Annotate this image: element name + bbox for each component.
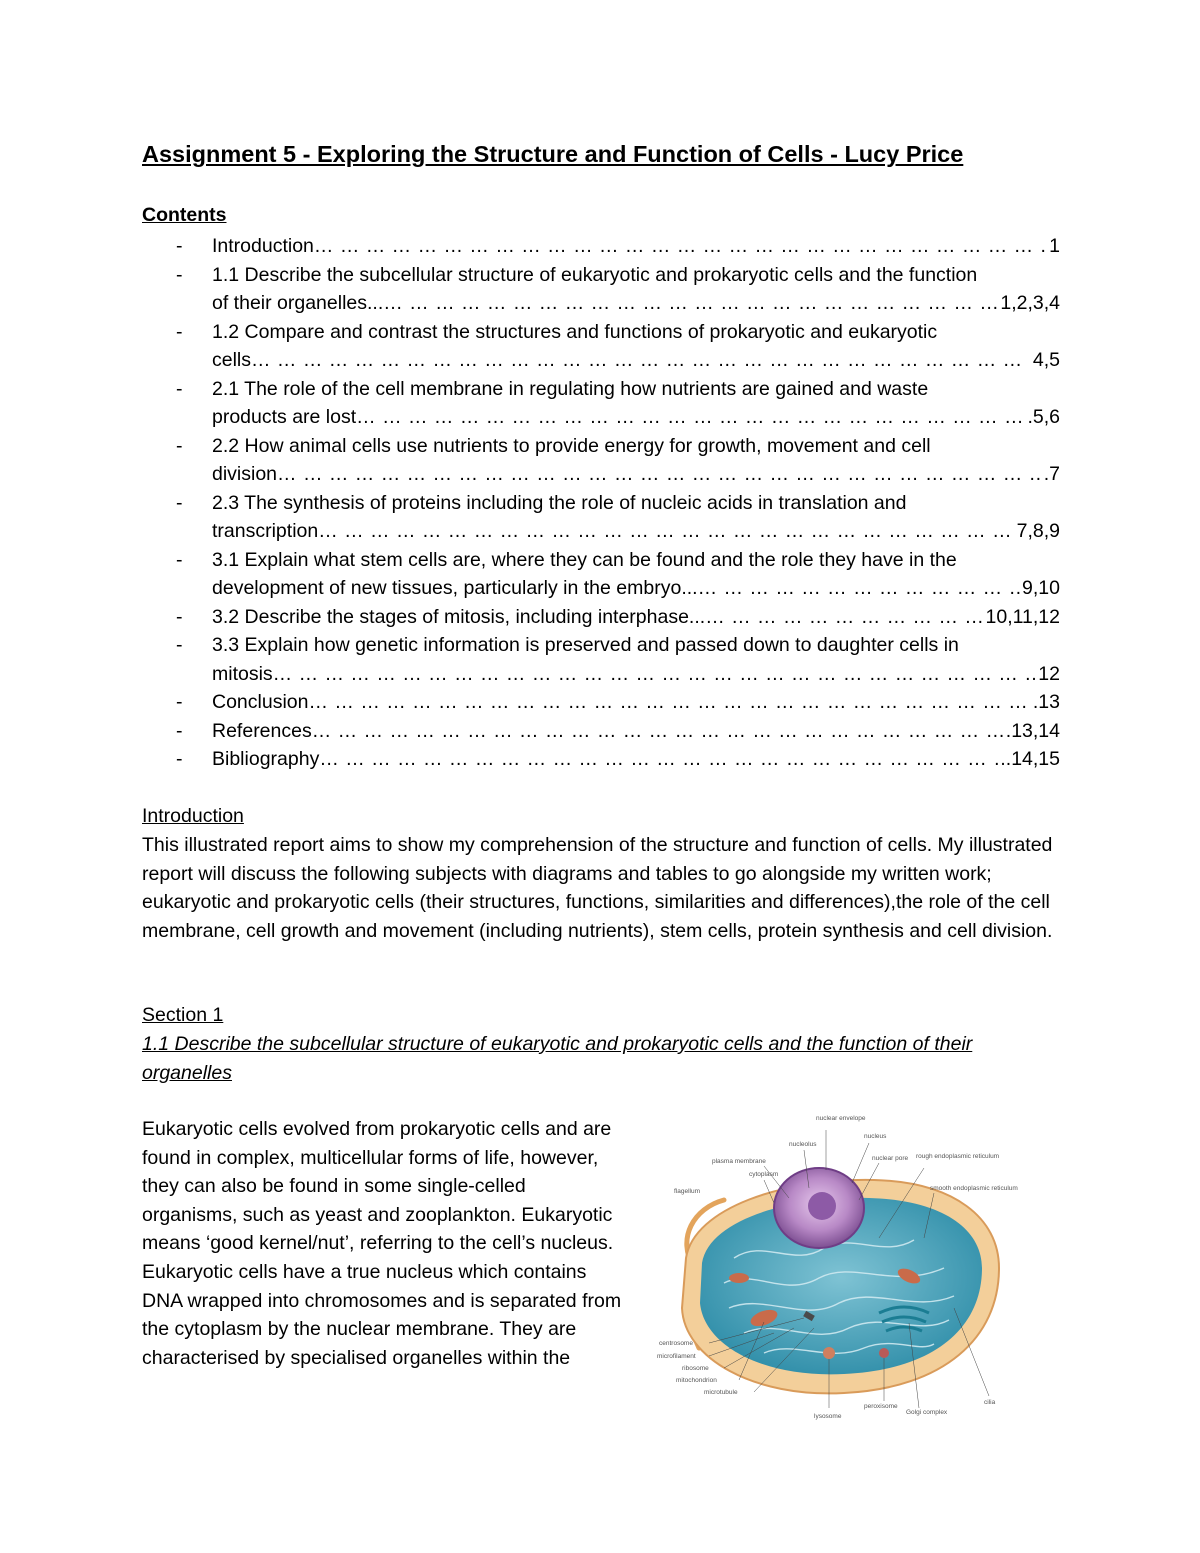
label-plasma-membrane: plasma membrane: [712, 1158, 766, 1165]
toc-entry-title: transcription: [212, 520, 319, 542]
eukaryotic-cell-diagram: [654, 1108, 1024, 1423]
toc-dot-leader: [314, 232, 1047, 261]
toc-entry-leader-line: [212, 745, 1060, 774]
toc-dot-leader: [318, 517, 1014, 546]
label-cilia: cilia: [984, 1399, 996, 1406]
toc-entry[interactable]: [176, 603, 1060, 632]
toc-dot-leader: [319, 745, 1003, 774]
lysosome: [823, 1347, 835, 1359]
contents-heading: Contents: [142, 204, 227, 226]
label-nuclear-envelope: nuclear envelope: [816, 1115, 866, 1122]
toc-entry-text: 1.2 Compare and contrast the structures and functions of prokaryotic and eukaryotic: [212, 320, 938, 343]
toc-bullet: -: [176, 691, 183, 713]
toc-bullet: -: [176, 377, 183, 400]
toc-dot-leader: [277, 460, 1042, 489]
toc-entry-leader-line: [212, 346, 1060, 375]
toc-entry-leader-line: [212, 574, 1060, 603]
toc-entry-leader-line: [212, 688, 1060, 717]
toc-entry[interactable]: [176, 232, 1060, 261]
toc-entry-text: 2.3 The synthesis of proteins including the role of nucleic acids in translation and: [212, 491, 907, 514]
nucleolus: [808, 1192, 836, 1220]
label-centrosome: centrosome: [659, 1340, 693, 1347]
toc-entry[interactable]: [176, 432, 1060, 489]
toc-entry-pages: 10,11,12: [985, 605, 1060, 628]
toc-entry-title: References: [212, 719, 312, 742]
toc-entry-leader-line: [212, 603, 1060, 632]
label-rough-er: rough endoplasmic reticulum: [916, 1153, 1000, 1160]
table-of-contents: [176, 232, 1060, 774]
toc-bullet: -: [176, 748, 183, 770]
toc-entry-leader-line: [212, 289, 1060, 318]
toc-entry[interactable]: [176, 717, 1060, 746]
toc-dot-leader: [308, 688, 1030, 717]
toc-entry-text: 3.3 Explain how genetic information is preserved and passed down to daughter cells in: [212, 634, 959, 656]
label-nucleolus: nucleolus: [789, 1141, 817, 1148]
label-lysosome: lysosome: [814, 1413, 842, 1420]
toc-bullet: -: [176, 491, 183, 514]
toc-entry-pages: 4,5: [1032, 349, 1060, 371]
label-ribosome: ribosome: [682, 1365, 709, 1372]
toc-entry-leader-line: [212, 517, 1060, 546]
toc-entry-title: cells: [212, 349, 252, 371]
toc-entry-title: division: [212, 463, 278, 485]
toc-entry-leader-line: [212, 232, 1060, 261]
label-mitochondrion: mitochondrion: [676, 1377, 717, 1384]
section-1-subheading: 1.1 Describe the subcellular structure of eukaryotic and prokaryotic cells and the function of their organelles: [142, 1033, 973, 1084]
label-peroxisome: peroxisome: [864, 1403, 898, 1410]
label-cytoplasm: cytoplasm: [749, 1171, 779, 1178]
toc-entry[interactable]: [176, 745, 1060, 774]
toc-entry-leader-line: [212, 460, 1060, 489]
toc-bullet: -: [176, 263, 183, 286]
toc-entry-pages: 1,2,3,4: [1000, 292, 1060, 314]
toc-entry[interactable]: [176, 546, 1060, 603]
eukaryotic-cell-paragraph: Eukaryotic cells evolved from prokaryotic cells and are found in complex, multicellular forms of life, however, they can also be found in some single-celled organisms, such as yeast and zooplankton. Eukaryotic means ‘good kernel/nut’, referring to the cell’s nucleus. Eukaryotic cells have a true nucleus which contains DNA wrapped into chromosomes and is separated from the cytoplasm by the nuclear membrane. They are characterised by specialised organelles within the: [142, 1118, 622, 1369]
toc-bullet: -: [176, 548, 183, 571]
toc-dot-leader: [251, 346, 1031, 375]
toc-entry-pages: .14,15: [1005, 748, 1060, 770]
toc-entry-title: Bibliography: [212, 748, 320, 770]
toc-entry[interactable]: [176, 489, 1060, 546]
toc-entry-title: Conclusion: [212, 691, 309, 713]
peroxisome: [879, 1348, 889, 1358]
toc-entry-title: development of new tissues, particularly in the embryo...: [212, 577, 698, 599]
label-microtubule: microtubule: [704, 1389, 738, 1396]
toc-entry-pages: .7: [1043, 463, 1060, 485]
toc-entry-text: 2.2 How animal cells use nutrients to provide energy for growth, movement and cell: [212, 434, 931, 457]
toc-entry-title: of their organelles...: [212, 292, 384, 314]
label-nucleus: nucleus: [864, 1133, 887, 1140]
toc-entry-leader-line: [212, 660, 1060, 689]
toc-entry[interactable]: [176, 631, 1060, 688]
toc-bullet: -: [176, 634, 183, 656]
toc-dot-leader: [705, 603, 983, 632]
introduction-heading: Introduction: [142, 805, 244, 827]
label-flagellum: flagellum: [674, 1188, 701, 1195]
label-smooth-er: smooth endoplasmic reticulum: [930, 1185, 1018, 1192]
toc-dot-leader: [312, 717, 1004, 746]
toc-bullet: -: [176, 719, 183, 742]
toc-entry[interactable]: [176, 318, 1060, 375]
label-nuclear-pore: nuclear pore: [872, 1155, 909, 1162]
toc-entry-pages: 9,10: [1022, 577, 1060, 599]
section-1-heading: Section 1: [142, 1004, 224, 1026]
toc-dot-leader: [698, 574, 1020, 603]
toc-entry-pages: 1: [1049, 235, 1060, 257]
toc-bullet: -: [176, 320, 183, 343]
toc-entry-pages: .13,14: [1005, 719, 1060, 742]
toc-bullet: -: [176, 605, 183, 628]
introduction-body: This illustrated report aims to show my comprehension of the structure and function of cells. My illustrated report will discuss the following subjects with diagrams and tables to go alongside my written work; eukaryotic and prokaryotic cells (their structures, functions, similarities and differences),the role of the cell membrane, cell growth and movement (including nutrients), stem cells, protein synthesis and cell division.: [142, 834, 1053, 942]
toc-entry[interactable]: [176, 688, 1060, 717]
toc-entry[interactable]: [176, 261, 1060, 318]
mitochondrion: [729, 1273, 749, 1283]
label-golgi-complex: Golgi complex: [906, 1409, 948, 1416]
toc-entry-text: 3.1 Explain what stem cells are, where they can be found and the role they have in the: [212, 548, 957, 571]
toc-entry-pages: 7,8,9: [1016, 520, 1060, 542]
toc-entry-leader-line: [212, 403, 1060, 432]
toc-entry-pages: .5,6: [1027, 406, 1060, 428]
toc-entry-title: mitosis: [212, 662, 273, 685]
document-title: Assignment 5 - Exploring the Structure and Function of Cells - Lucy Price: [142, 141, 964, 167]
toc-entry-pages: 12: [1038, 662, 1060, 685]
label-microfilament: microfilament: [657, 1353, 696, 1360]
toc-entry-title: products are lost: [212, 406, 357, 428]
toc-dot-leader: [356, 403, 1025, 432]
toc-entry-title: 3.2 Describe the stages of mitosis, including interphase...: [212, 605, 706, 628]
toc-entry-text: 1.1 Describe the subcellular structure of eukaryotic and prokaryotic cells and the function: [212, 263, 978, 286]
toc-bullet: -: [176, 434, 183, 457]
toc-dot-leader: [383, 289, 998, 318]
toc-entry-pages: .13: [1032, 691, 1060, 713]
toc-entry-leader-line: [212, 717, 1060, 746]
toc-entry[interactable]: [176, 375, 1060, 432]
toc-entry-title: Introduction: [212, 235, 314, 257]
toc-bullet: -: [176, 235, 183, 257]
toc-entry-text: 2.1 The role of the cell membrane in regulating how nutrients are gained and waste: [212, 377, 929, 400]
toc-dot-leader: [273, 660, 1037, 689]
